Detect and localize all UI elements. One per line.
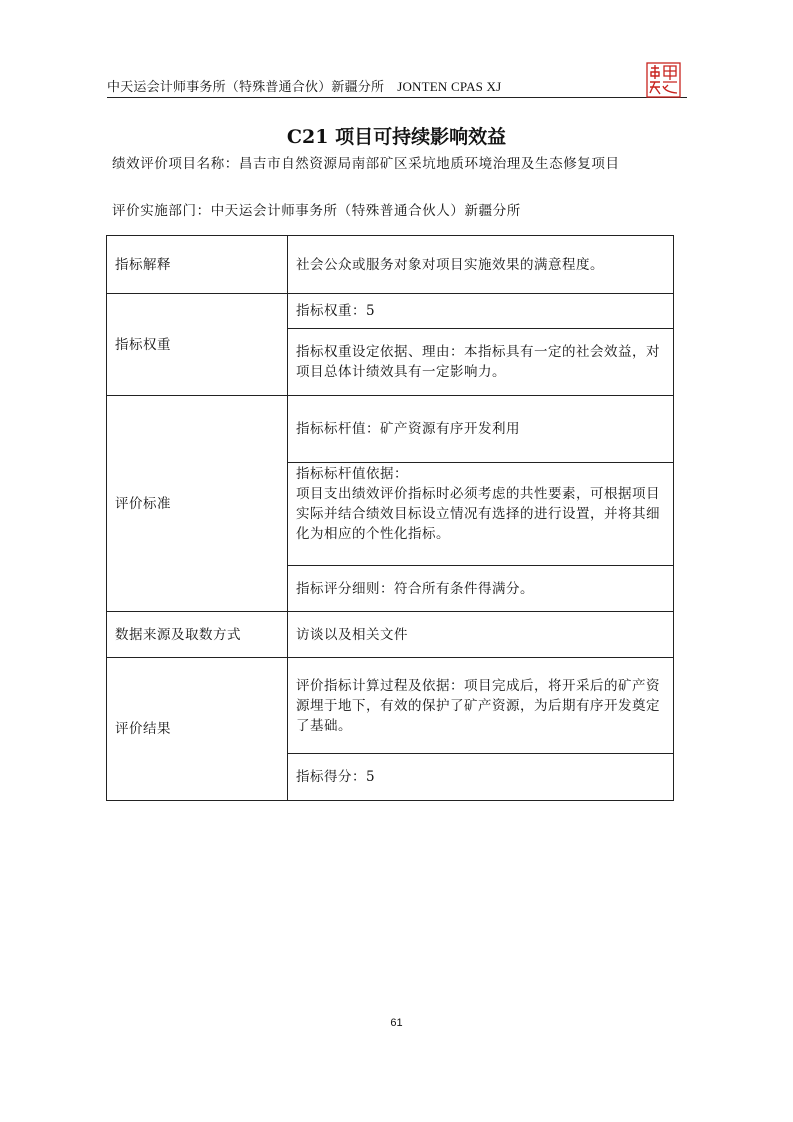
page-number: 61: [390, 1017, 403, 1029]
page-header: [107, 72, 687, 98]
table-row: [107, 236, 674, 294]
table-row: [107, 658, 674, 754]
row-label-data-source: 数据来源及取数方式: [107, 612, 288, 658]
table-row: [107, 294, 674, 329]
table-row: [107, 396, 674, 463]
explanation-value: 社会公众或服务对象对项目实施效果的满意程度。: [288, 236, 674, 294]
weight-basis: 指标权重设定依据、理由：本指标具有一定的社会效益，对项目总体计绩效具有一定影响力。: [288, 329, 674, 396]
indicator-score: 指标得分：5: [288, 754, 674, 801]
page-title: C21 项目可持续影响效益: [286, 126, 507, 148]
benchmark-basis-text: 项目支出绩效评价指标时必须考虑的共性要素，可根据项目实际并结合绩效目标设立情况有选择的进行设置，并将其细化为相应的个性化指标。: [296, 486, 660, 542]
table-row: [107, 612, 674, 658]
benchmark-basis-cell: [288, 463, 674, 566]
benchmark-value: 指标标杆值：矿产资源有序开发利用: [288, 396, 674, 463]
row-label-result: 评价结果: [107, 658, 288, 801]
benchmark-basis-title: 指标标杆值依据：: [296, 466, 408, 482]
row-label-weight: 指标权重: [107, 294, 288, 396]
firm-seal-logo: [645, 60, 683, 100]
header-firm-en: JONTEN CPAS XJ: [397, 79, 502, 94]
project-name-line: 绩效评价项目名称：昌吉市自然资源局南部矿区采坑地质环境治理及生态修复项目: [112, 156, 620, 172]
weight-value: 指标权重：5: [288, 294, 674, 329]
department-line: 评价实施部门：中天运会计师事务所（特殊普通合伙人）新疆分所: [112, 203, 521, 219]
row-label-criteria: 评价标准: [107, 396, 288, 612]
calculation-process: 评价指标计算过程及依据：项目完成后，将开采后的矿产资源埋于地下，有效的保护了矿产资源，为后期有序开发奠定了基础。: [288, 658, 674, 754]
indicator-table: [106, 235, 674, 801]
header-rule: [107, 97, 687, 98]
data-source-value: 访谈以及相关文件: [288, 612, 674, 658]
header-firm-name: 中天运会计师事务所（特殊普通合伙）新疆分所 JONTEN CPAS XJ: [107, 79, 502, 95]
row-label-explanation: 指标解释: [107, 236, 288, 294]
scoring-rule: 指标评分细则：符合所有条件得满分。: [288, 566, 674, 612]
